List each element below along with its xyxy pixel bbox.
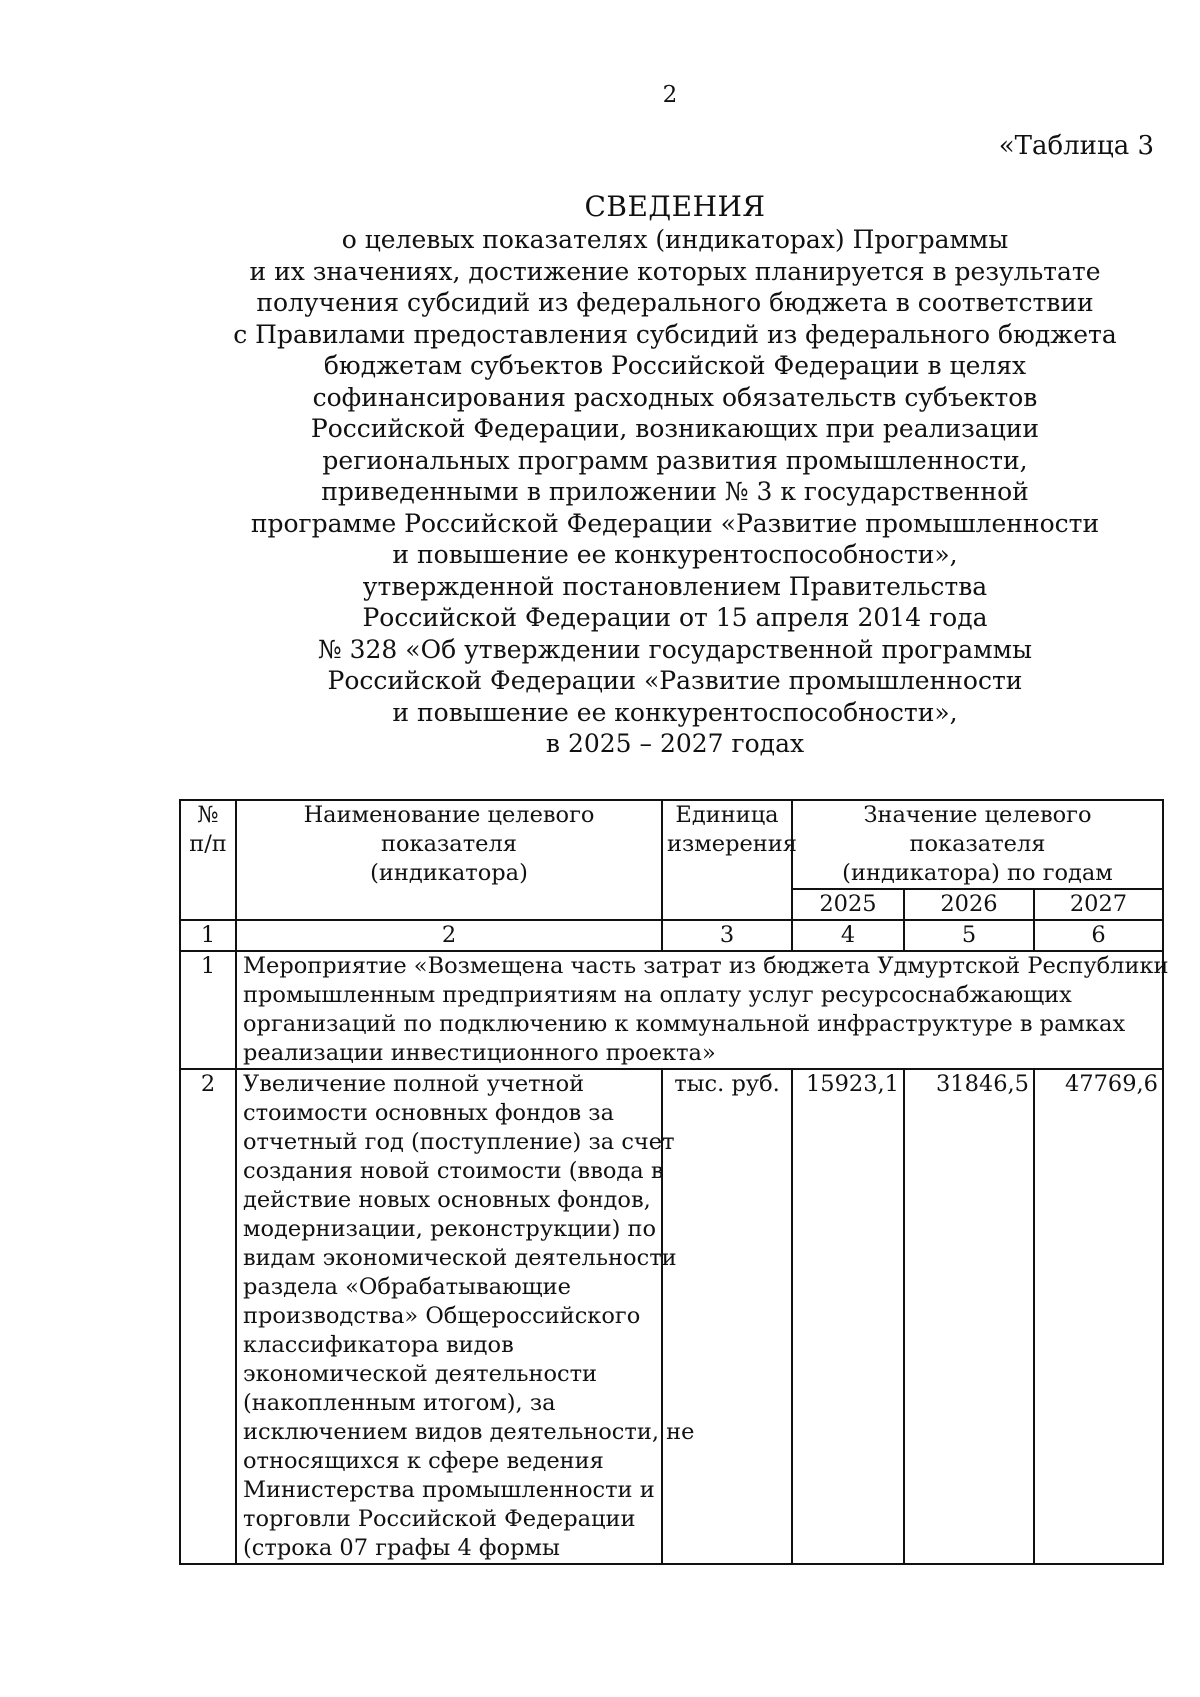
title-line: программе Российской Федерации «Развитие промышленности (250, 508, 1100, 538)
column-number: 2 (236, 920, 662, 951)
row-text-line: классификатора видов (243, 1332, 514, 1358)
title-line: о целевых показателях (индикаторах) Программы (341, 225, 1009, 254)
row-number: 1 (180, 951, 236, 1069)
table-row (180, 951, 1163, 1069)
row-text-line: производства» Общероссийского (243, 1303, 641, 1329)
title-line: софинансирования расходных обязательств субъектов (312, 382, 1038, 412)
row-value-2027: 47769,6 (1034, 1069, 1163, 1564)
title-line: получения субсидий из федерального бюджета в соответствии (256, 288, 1094, 317)
title-line: № 328 «Об утверждении государственной программы (318, 634, 1032, 664)
column-number: 3 (662, 920, 792, 951)
header-year: 2026 (904, 889, 1034, 920)
header-number-line: п/п (189, 831, 227, 857)
row-text-line: относящихся к сфере ведения (243, 1448, 604, 1474)
row-indicator-text (236, 1069, 695, 1564)
row-text-line: промышленным предприятиям на оплату услуг ресурсоснабжающих (243, 982, 1072, 1008)
title-line: в 2025 – 2027 годах (545, 729, 805, 758)
row-unit: тыс. руб. (662, 1069, 792, 1564)
row-text-line: стоимости основных фондов за (243, 1100, 614, 1126)
row-text-line: экономической деятельности (243, 1361, 598, 1387)
header-values (792, 800, 1163, 889)
column-numbers-row (180, 920, 1163, 951)
row-text-line: исключением видов деятельности, не (243, 1419, 695, 1445)
page-number: 2 (662, 82, 678, 108)
header-values-line: (индикатора) по годам (842, 860, 1113, 886)
row-text-line: организаций по подключению к коммунальной инфраструктуре в рамках (243, 1011, 1126, 1037)
row-measure-text (236, 951, 1169, 1069)
row-value-2025: 15923,1 (792, 1069, 904, 1564)
row-text-line: торговли Российской Федерации (243, 1506, 636, 1532)
title-line: и их значениях, достижение которых планируется в результате (249, 256, 1101, 286)
document-title (175, 190, 1175, 760)
title-line: и повышение ее конкурентоспособности», (392, 697, 958, 727)
row-text-line: раздела «Обрабатывающие (243, 1274, 571, 1300)
row-text-line: создания новой стоимости (ввода в (243, 1158, 664, 1184)
header-values-line: Значение целевого показателя (863, 802, 1092, 857)
column-number: 1 (180, 920, 236, 951)
header-year: 2025 (792, 889, 904, 920)
header-year: 2027 (1034, 889, 1163, 920)
row-text-line: видам экономической деятельности (243, 1245, 677, 1271)
column-number: 6 (1034, 920, 1163, 951)
row-text-line: Мероприятие «Возмещена часть затрат из бюджета Удмуртской Республики (243, 953, 1169, 979)
title-line: с Правилами предоставления субсидий из федерального бюджета (233, 319, 1117, 349)
title-line: и повышение ее конкурентоспособности», (392, 540, 958, 569)
table-row (180, 1069, 1163, 1564)
title-line: Российской Федерации «Развитие промышленности (327, 666, 1023, 695)
row-text-line: (накопленным итогом), за (243, 1390, 556, 1416)
header-name (236, 800, 662, 920)
header-name-line: (индикатора) (370, 860, 528, 886)
title-line: приведенными в приложении № 3 к государственной (321, 477, 1029, 506)
header-unit-line: Единица (675, 802, 779, 828)
row-value-2026: 31846,5 (904, 1069, 1034, 1564)
row-text-line: Увеличение полной учетной (243, 1071, 585, 1097)
row-text-line: реализации инвестиционного проекта» (243, 1040, 716, 1066)
header-unit-line: измерения (667, 831, 797, 857)
table-header-row (180, 800, 1163, 889)
title-heading: СВЕДЕНИЯ (584, 190, 766, 223)
row-number: 2 (180, 1069, 236, 1564)
row-text-line: Министерства промышленности и (243, 1477, 655, 1503)
header-name-line: Наименование целевого показателя (303, 802, 595, 857)
header-number-line: № (197, 802, 219, 828)
row-text-line: (строка 07 графы 4 формы (243, 1535, 560, 1561)
row-text-line: действие новых основных фондов, (243, 1187, 651, 1213)
title-line: региональных программ развития промышленности, (322, 445, 1028, 475)
title-line: Российской Федерации, возникающих при реализации (310, 414, 1040, 443)
title-line: Российской Федерации от 15 апреля 2014 года (362, 603, 988, 632)
header-number (180, 800, 236, 920)
title-line: бюджетам субъектов Российской Федерации в целях (323, 351, 1027, 380)
indicators-table (179, 799, 1169, 1565)
row-text-line: отчетный год (поступление) за счет (243, 1129, 675, 1155)
title-line: утвержденной постановлением Правительства (362, 571, 988, 601)
column-number: 5 (904, 920, 1034, 951)
row-text-line: модернизации, реконструкции) по (243, 1216, 657, 1242)
table-label: «Таблица 3 (998, 131, 1154, 161)
column-number: 4 (792, 920, 904, 951)
header-unit (662, 800, 797, 920)
